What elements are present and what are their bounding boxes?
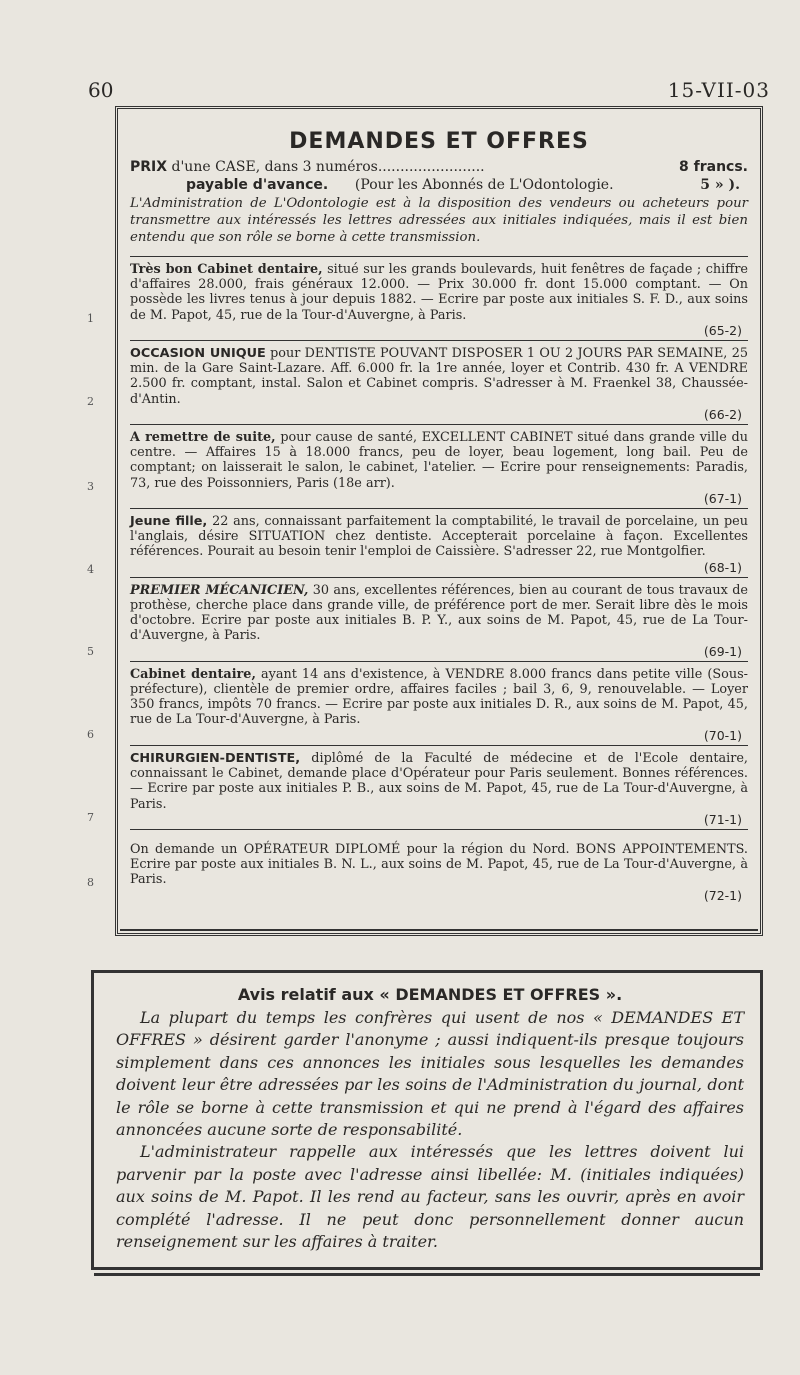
ad-text: situé sur les grands boulevards, huit fenêtres de façade ; chiffre d'affaires 28.000, frais généraux 12.000. — Prix 30.000 fr. dont 15.000 comptant. — On possède les livres tenus à jour depuis 1882. — Ecrire par poste aux initiales S. F. D., aux soins de M. Papot, 45, rue de la Tour-d'Auvergne, à Paris. [130,262,749,323]
ad-entry [130,578,748,662]
ad-code: (66-2) [703,406,742,422]
ad-text: 30 ans, excellentes références, bien au courant de tous travaux de prothèse, cherche place dans grande ville, de préférence port de mer. Serait libre dès le mois d'octobre. Ecrire par poste aux initiales B. P. Y., aux soins de M. Papot, 45, rue de La Tour-d'Auvergne, à Paris. [130,582,748,644]
ad-text: pour DENTISTE POUVANT DISPOSER 1 OU 2 JOURS PAR SEMAINE, 25 min. de la Gare Saint-Lazare. Aff. 6.000 fr. la 1re année, loyer et Contrib. 430 fr. A VENDRE 2.500 fr. comptant, instal. Salon et Cabinet compris. S'adresser à M. Fraenkel 38, Chaussée-d'Antin. [130,346,748,407]
margin-number: 4 [87,563,94,576]
ad-lead: PREMIER MÉCANICIEN, [130,582,309,598]
ad-entry [130,509,748,578]
ad-entry [130,746,748,830]
ad-text: 22 ans, connaissant parfaitement la comptabilité, le travail de porcelaine, un peu l'anglais, désire SITUATION chez dentiste. Accepterait porcelaine à façon. Excellentes références. Pourait au besoin tenir l'emploi de Caissière. S'adresser 22, rue Montgolfier. [130,514,748,560]
ad-code: (71-1) [703,811,742,827]
ad-code: (70-1) [703,727,742,743]
payable-line [130,176,748,194]
subscriber-text: (Pour les Abonnés de L'Odontologie. [354,177,614,193]
ad-lead: A remettre de suite, [130,430,276,446]
margin-number: 7 [87,811,94,824]
ad-code: (69-1) [703,643,742,659]
notice-box [91,970,763,1270]
notice-paragraph: L'administrateur rappelle aux intéressés que les lettres doivent lui parvenir par la poste avec l'adresse ainsi libellée: M. (initiales indiquées) aux soins de M. Papot. Il les rend au facteur, sans les ouvrir, après en avoir complété l'adresse. Il ne peut donc personnellement donner aucun renseignement sur les affaires à traiter. [116,1142,744,1252]
ad-text: diplômé de la Faculté de médecine et de l'Ecole dentaire, connaissant le Cabinet, demande place d'Opérateur pour Paris seulement. Bonnes références. — Ecrire par poste aux initiales P. B., aux soins de M. Papot, 45, rue de La Tour-d'Auvergne, à Paris. [130,750,748,812]
ad-code: (65-2) [703,322,742,338]
price-text: d'une CASE, dans 3 numéros........................ [171,159,485,175]
margin-number: 6 [87,728,94,741]
ad-text: pour cause de santé, EXCELLENT CABINET situé dans grande ville du centre. — Affaires 15 à 18.000 francs, peu de loyer, beau logement, long bail. Peu de comptant; on laisserait le salon, le cabinet, l'atelier. — Ecrire pour renseignements: Paradis, 73, rue des Poissonniers, Paris (18e arr). [130,430,748,491]
margin-number: 3 [87,480,94,493]
ad-lead: OCCASION UNIQUE [130,346,266,362]
ad-lead: Très bon Cabinet dentaire, [130,262,323,277]
ad-lead: CHIRURGIEN-DENTISTE, [130,750,301,766]
subscriber-value: 5 » ). [700,177,740,193]
price-label: PRIX [130,159,168,175]
margin-number: 1 [87,312,94,325]
classifieds-box [115,106,763,936]
ad-lead: Jeune fille, [130,514,208,530]
notice-paragraph: La plupart du temps les confrères qui usent de nos « DEMANDES ET OFFRES » désirent garder l'anonyme ; aussi indiquent-ils presque toujours simplement dans ces annonces les initiales sous lesquelles les demandes doivent leur être adressées par les soins de l'Administration du journal, dont le rôle se borne à cette transmission et qui ne prend à l'égard des affaires annoncées aucune sorte de responsabilité. [116,1008,744,1140]
ad-lead: On demande [130,841,215,857]
ad-entry [130,257,748,341]
notice-title: Avis relatif aux « DEMANDES ET OFFRES ». [237,985,623,1004]
ad-entry [130,341,748,425]
payable-text: payable d'avance. [186,177,329,193]
issue-date: 15-VII-03 [667,78,770,102]
margin-number: 2 [87,395,94,408]
page-number: 60 [88,78,114,102]
ad-entry [130,425,748,509]
section-title: DEMANDES ET OFFRES [289,129,589,154]
price-value: 8 francs. [679,159,748,175]
ad-code: (72-1) [703,887,742,903]
ad-entry [130,662,748,746]
margin-number: 8 [87,876,94,889]
ad-text: un OPÉRATEUR DIPLOMÉ pour la région du Nord. BONS APPOINTEMENTS. Ecrire par poste aux initiales B. N. L., aux soins de M. Papot, 45, rue de La Tour-d'Auvergne, à Paris. [130,841,748,888]
margin-number: 5 [87,645,94,658]
ad-text: ayant 14 ans d'existence, à VENDRE 8.000 francs dans petite ville (Sous-préfecture), clientèle de premier ordre, affaires faciles ; bail 3, 6, 9, renouvelable. — Loyer 350 francs, impôts 70 francs. — Ecrire par poste aux initiales D. R., aux soins de M. Papot, 45, rue de La Tour-d'Auvergne, à Paris. [130,666,748,728]
ad-code: (67-1) [703,490,742,506]
ad-entry [130,830,748,905]
ad-code: (68-1) [703,559,742,575]
price-line [130,158,748,176]
admin-note: L'Administration de L'Odontologie est à la disposition des vendeurs ou acheteurs pour transmettre aux intéressés les lettres adressées aux initiales indiquées, mais il est bien entendu que son rôle se borne à cette transmission. [130,196,748,245]
ad-lead: Cabinet dentaire, [130,666,256,682]
